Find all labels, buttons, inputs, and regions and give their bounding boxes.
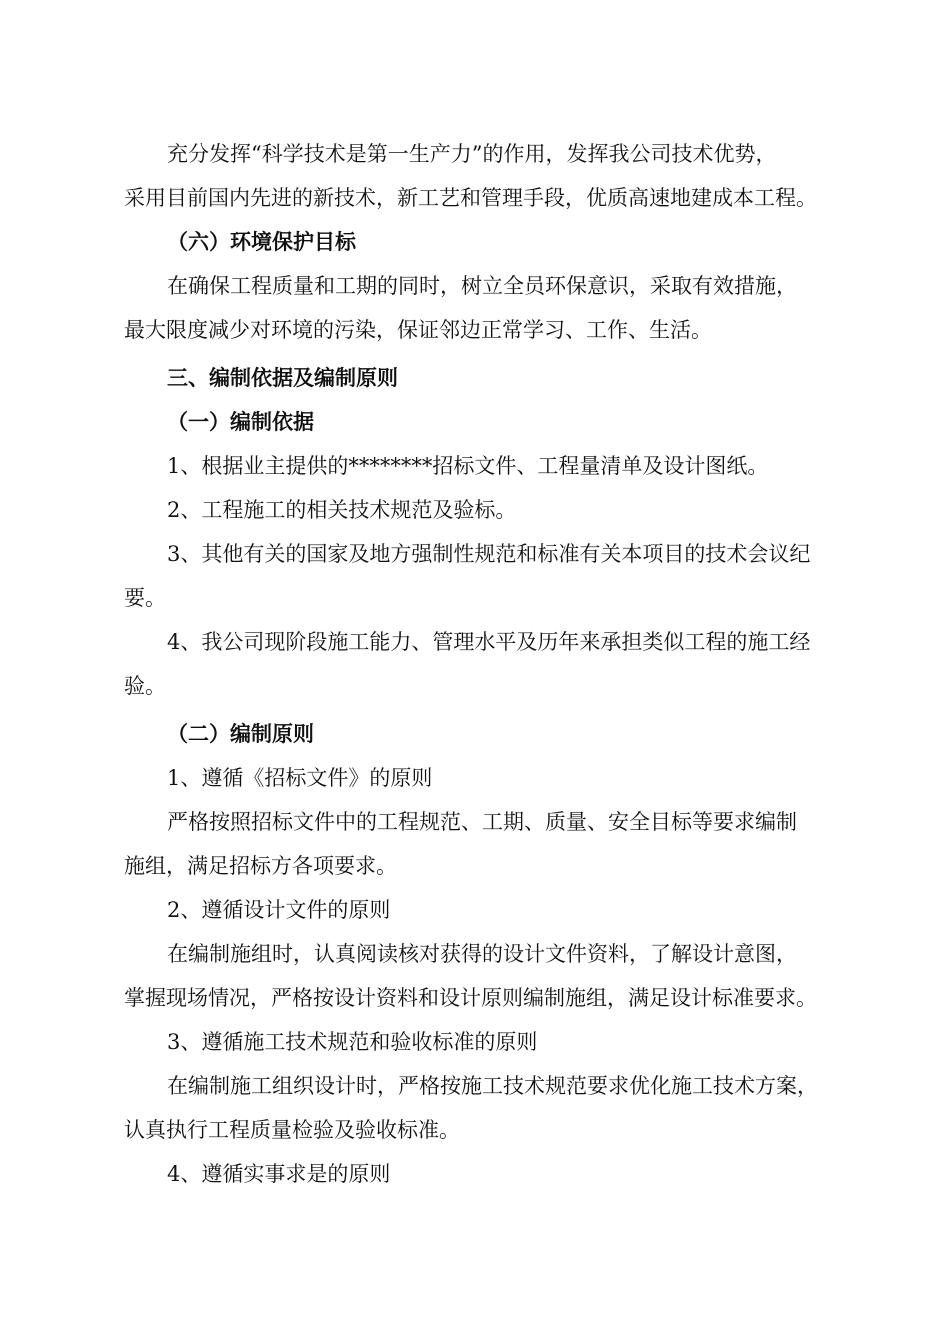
list-item-basis-3: 3、其他有关的国家及地方强制性规范和标准有关本项目的技术会议纪 [167, 542, 811, 566]
heading-compile-basis: （一）编制依据 [167, 409, 314, 434]
heading-compile-principles: （二）编制原则 [167, 721, 314, 746]
list-item-basis-3-cont: 要。 [124, 586, 166, 610]
principle-title-4: 4、遵循实事求是的原则 [167, 1162, 391, 1186]
list-item-basis-2: 2、工程施工的相关技术规范及验标。 [167, 498, 517, 522]
heading-environment-goal: （六）环境保护目标 [167, 229, 356, 254]
paragraph-line: 认真执行工程质量检验及验收标准。 [124, 1118, 460, 1142]
heading-section-3: 三、编制依据及编制原则 [167, 365, 398, 390]
document-page [124, 132, 834, 1196]
list-item-basis-4: 4、我公司现阶段施工能力、管理水平及历年来承担类似工程的施工经 [167, 630, 811, 654]
paragraph-line: 充分发挥“科学技术是第一生产力”的作用，发挥我公司技术优势， [167, 142, 777, 166]
paragraph-line: 严格按照招标文件中的工程规范、工期、质量、安全目标等要求编制 [167, 810, 797, 834]
paragraph-line: 采用目前国内先进的新技术，新工艺和管理手段，优质高速地建成本工程。 [124, 186, 817, 210]
principle-title-3: 3、遵循施工技术规范和验收标准的原则 [167, 1030, 538, 1054]
paragraph-line: 在编制施组时，认真阅读核对获得的设计文件资料，了解设计意图， [167, 942, 797, 966]
principle-title-1: 1、遵循《招标文件》的原则 [167, 766, 433, 790]
paragraph-line: 在编制施工组织设计时，严格按施工技术规范要求优化施工技术方案， [167, 1074, 818, 1098]
principle-title-2: 2、遵循设计文件的原则 [167, 898, 391, 922]
paragraph-line: 在确保工程质量和工期的同时，树立全员环保意识，采取有效措施， [167, 274, 797, 298]
paragraph-line: 施组，满足招标方各项要求。 [124, 854, 397, 878]
paragraph-line: 掌握现场情况，严格按设计资料和设计原则编制施组，满足设计标准要求。 [124, 986, 817, 1010]
list-item-basis-4-cont: 验。 [124, 674, 166, 698]
list-item-basis-1: 1、根据业主提供的********招标文件、工程量清单及设计图纸。 [167, 454, 769, 478]
paragraph-line: 最大限度减少对环境的污染，保证邻边正常学习、工作、生活。 [124, 318, 712, 342]
